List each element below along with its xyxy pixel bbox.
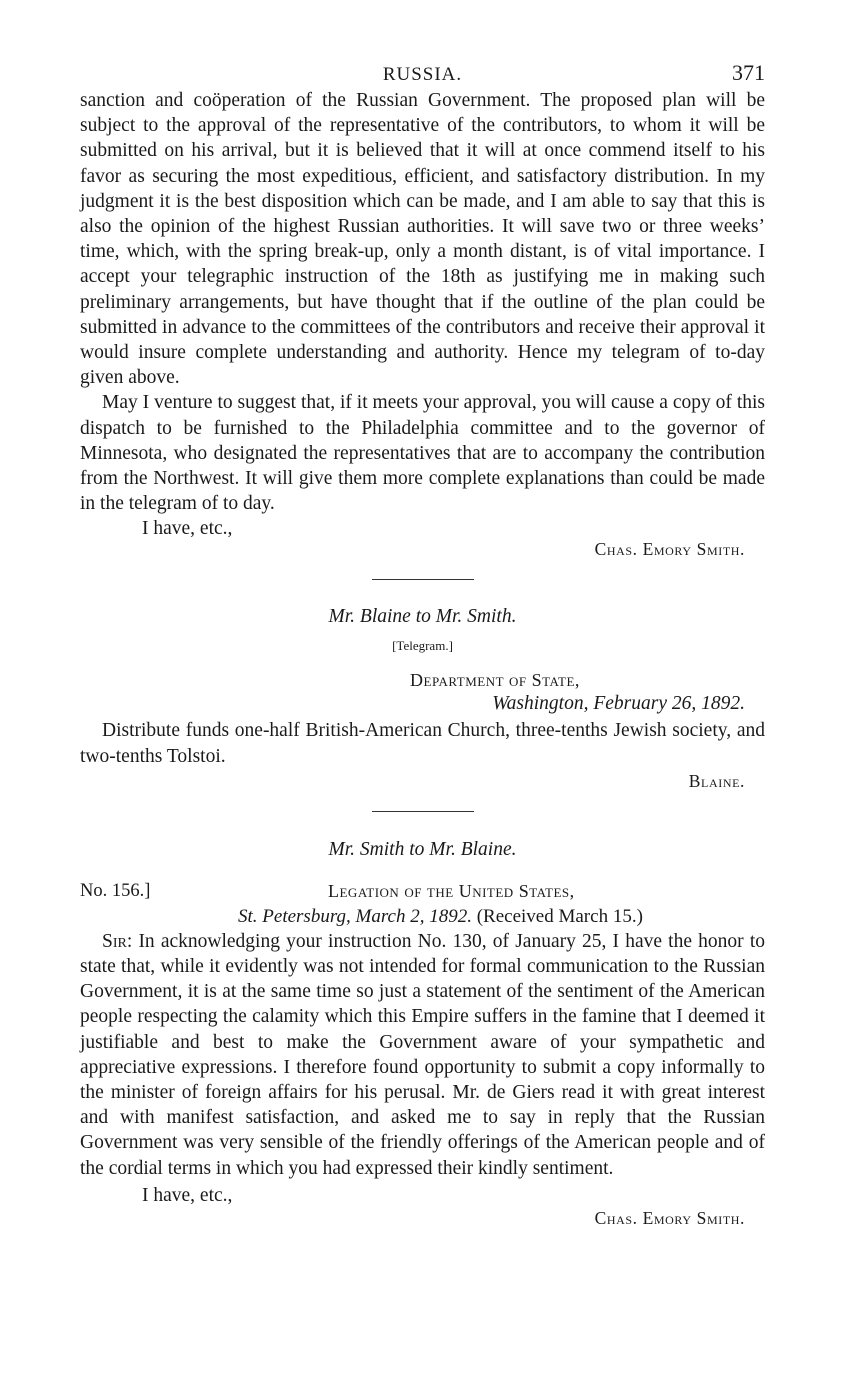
letter3-body-paragraph xyxy=(80,929,765,1181)
letter1-paragraph-1: sanction and coöperation of the Russian Government. The proposed plan will be subject to the approval of the representative of the contributors, to whom it will be submitted on his arrival, but it is believed that it will at once commend itself to his favor as securing the most expeditious, efficient, and satisfactory distribution. In my judgment it is the best disposition which can be made, and I am able to say that this is also the opinion of the highest Russian authorities. It will save two or three weeks’ time, which, with the spring break-up, only a month distant, is of vital importance. I accept your telegraphic instruction of the 18th as justifying me in making such preliminary arrangements, but have thought that if the outline of the plan could be submitted in advance to the committees of the contributors and receive their approval it would insure complete understanding and authority. Hence my telegram of to-day given above. xyxy=(80,90,765,389)
letter3-dispatch-number: No. 156.] xyxy=(80,880,151,901)
letter3-dateline-place: Legation of the United States, xyxy=(328,880,575,901)
section-divider xyxy=(372,811,474,812)
letter3-closing: I have, etc., xyxy=(142,1184,233,1206)
letter3-dateline xyxy=(80,905,765,929)
letter1-closing: I have, etc., xyxy=(142,518,233,540)
letter2-body: Distribute funds one-half British-American Church, three-tenths Jewish society, and two-tenths Tolstoi. xyxy=(80,720,765,767)
letter3-dispatch-row xyxy=(80,881,765,905)
letter3-received: (Received March 15.) xyxy=(476,905,643,927)
letter2-dateline-place: Department of State, xyxy=(410,670,580,691)
letter3-salutation: Sir: xyxy=(102,930,133,952)
section-divider xyxy=(372,579,474,580)
letter-continuation xyxy=(80,88,765,562)
letter3-body: In acknowledging your instruction No. 130, of January 25, I have the honor to state that, while it evidently was not intended for formal communication to the Russian Government, it is at the same time so just a statement of the sentiment of the American people respecting the calamity which this Empire suffers in the famine that I deemed it justifiable and best to make the Government aware of your sympathetic and appreciative expressions. I therefore found opportunity to submit a copy informally to the minister of foreign affairs for his perusal. Mr. de Giers read it with great interest and with manifest satisfaction, and asked me to say in reply that the Russian Government was very sensible of the friendly offerings of the American people and of the cordial terms in which you had expressed their kindly sentiment. xyxy=(80,930,765,1179)
running-title: RUSSIA. xyxy=(382,64,463,85)
letter2-signature: Blaine. xyxy=(688,770,745,791)
page-number: 371 xyxy=(732,60,765,85)
letter1-signature: Chas. Emory Smith. xyxy=(594,539,745,560)
telegram-blaine-to-smith xyxy=(80,606,765,793)
document-page xyxy=(80,60,765,1231)
letter2-heading: Mr. Blaine to Mr. Smith. xyxy=(328,606,517,628)
letter2-dateline-date: Washington, February 26, 1892. xyxy=(492,693,745,715)
running-header xyxy=(80,60,765,88)
letter2-note: [Telegram.] xyxy=(392,638,453,654)
letter3-signature: Chas. Emory Smith. xyxy=(594,1207,745,1228)
letter3-heading: Mr. Smith to Mr. Blaine. xyxy=(328,838,517,860)
letter1-paragraph-2: May I venture to suggest that, if it meets your approval, you will cause a copy of this dispatch to be furnished to the Philadelphia committee and to the governor of Minnesota, who designated the representatives that are to accompany the contribution from the Northwest. It will give them more complete explanations than could be made in the telegram of to day. xyxy=(80,392,765,515)
dispatch-smith-to-blaine xyxy=(80,839,765,1231)
letter3-dateline-date: St. Petersburg, March 2, 1892. xyxy=(238,905,472,927)
